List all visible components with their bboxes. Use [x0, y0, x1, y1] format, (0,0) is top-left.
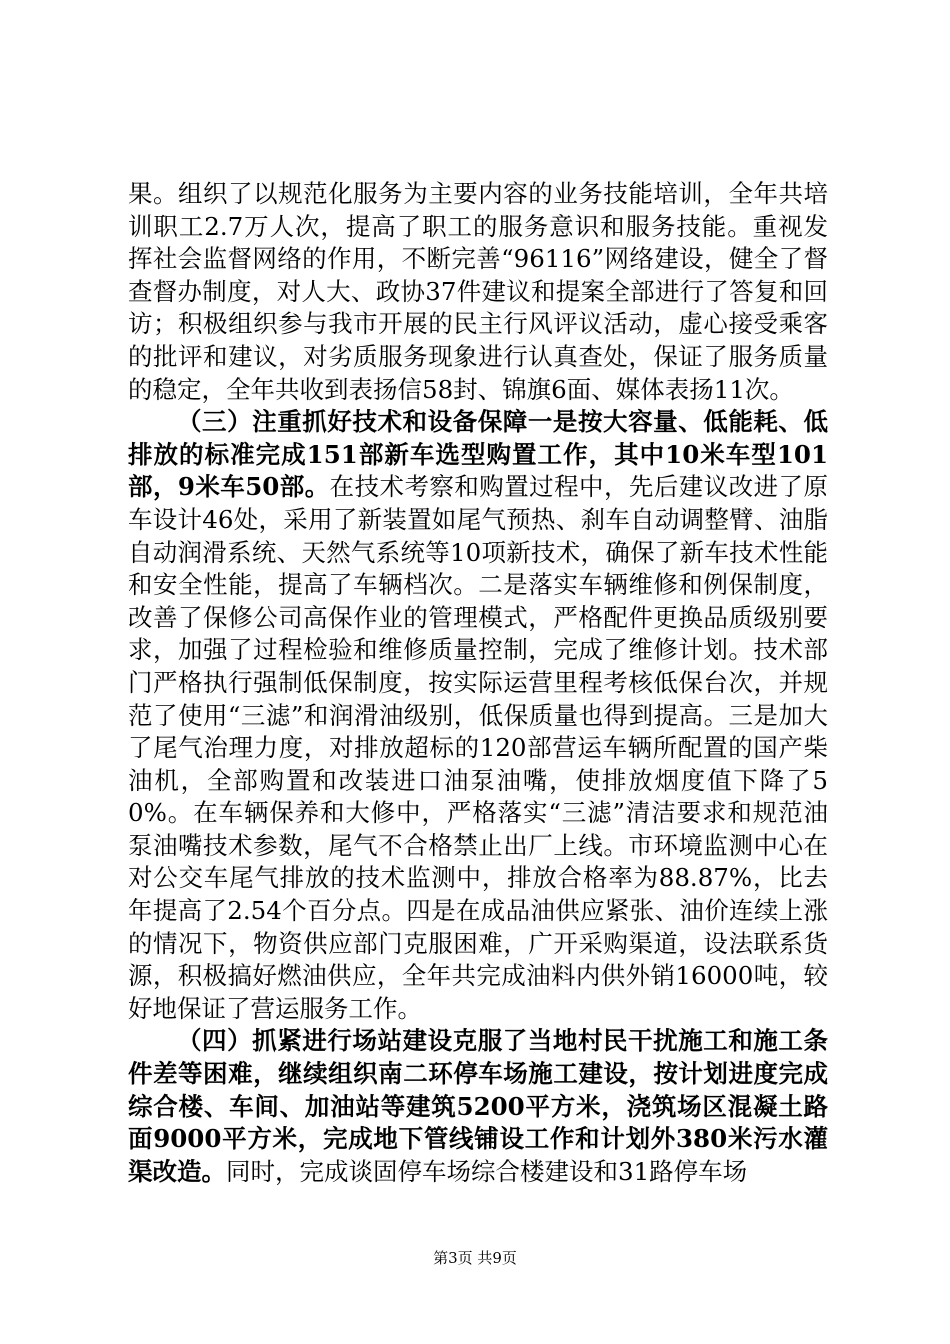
- paragraph-text: 同时，完成谈固停车场综合楼建设和31路停车场: [226, 1156, 748, 1186]
- section-heading-four: （四）抓紧进行场站建设克服了当地村民干扰施工和施工条件差等困难，继续组织南二环停车场施工建设，按计划进度完成综合楼、车间、加油站等建筑5200平方米，浇筑场区混凝土路面9000平方米，完成地下管线铺设工作和计划外380米污水灌渠改造。: [128, 1026, 828, 1186]
- section-heading-three: （三）注重抓好技术和设备保障一是按大容量、低能耗、低排放的标准完成151部新车选型购置工作，其中10米车型101部，9米车50部。: [128, 407, 828, 502]
- paragraph-text: 在技术考察和购置过程中，先后建议改进了原车设计46处，采用了新装置如尾气预热、刹车自动调整臂、油脂自动润滑系统、天然气系统等10项新技术，确保了新车技术性能和安全性能，提高了车辆档次。二是落实车辆维修和例保制度，改善了保修公司高保作业的管理模式，严格配件更换品质级别要求，加强了过程检验和维修质量控制，完成了维修计划。技术部门严格执行强制低保制度，按实际运营里程考核低保台次，并规范了使用“三滤”和润滑油级别，低保质量也得到提高。三是加大了尾气治理力度，对排放超标的120部营运车辆所配置的国产柴油机，全部购置和改装进口油泵油嘴，使排放烟度值下降了50%。在车辆保养和大修中，严格落实“三滤”清洁要求和规范油泵油嘴技术参数，尾气不合格禁止出厂上线。市环境监测中心在对公交车尾气排放的技术监测中，排放合格率为88.87%，比去年提高了2.54个百分点。四是在成品油供应紧张、油价连续上涨的情况下，物资供应部门克服困难，广开采购渠道，设法联系货源，积极搞好燃油供应，全年共完成油料内供外销16000吨，较好地保证了营运服务工作。: [128, 472, 828, 1023]
- paragraph-text: 果。组织了以规范化服务为主要内容的业务技能培训，全年共培训职工2.7万人次，提高了职工的服务意识和服务技能。重视发挥社会监督网络的作用，不断完善“96116”网络建设，健全了督查督办制度，对人大、政协37件建议和提案全部进行了答复和回访；积极组织参与我市开展的民主行风评议活动，虚心接受乘客的批评和建议，对劣质服务现象进行认真查处，保证了服务质量的稳定，全年共收到表扬信58封、锦旗6面、媒体表扬11次。: [128, 179, 828, 404]
- page-footer: [0, 1248, 950, 1268]
- page-number: 第3页 共9页: [433, 1249, 517, 1267]
- document-body: [128, 178, 828, 1188]
- paragraph-station-construction: [128, 1025, 828, 1188]
- paragraph-service-training: [128, 178, 828, 406]
- paragraph-technical-equipment: [128, 406, 828, 1025]
